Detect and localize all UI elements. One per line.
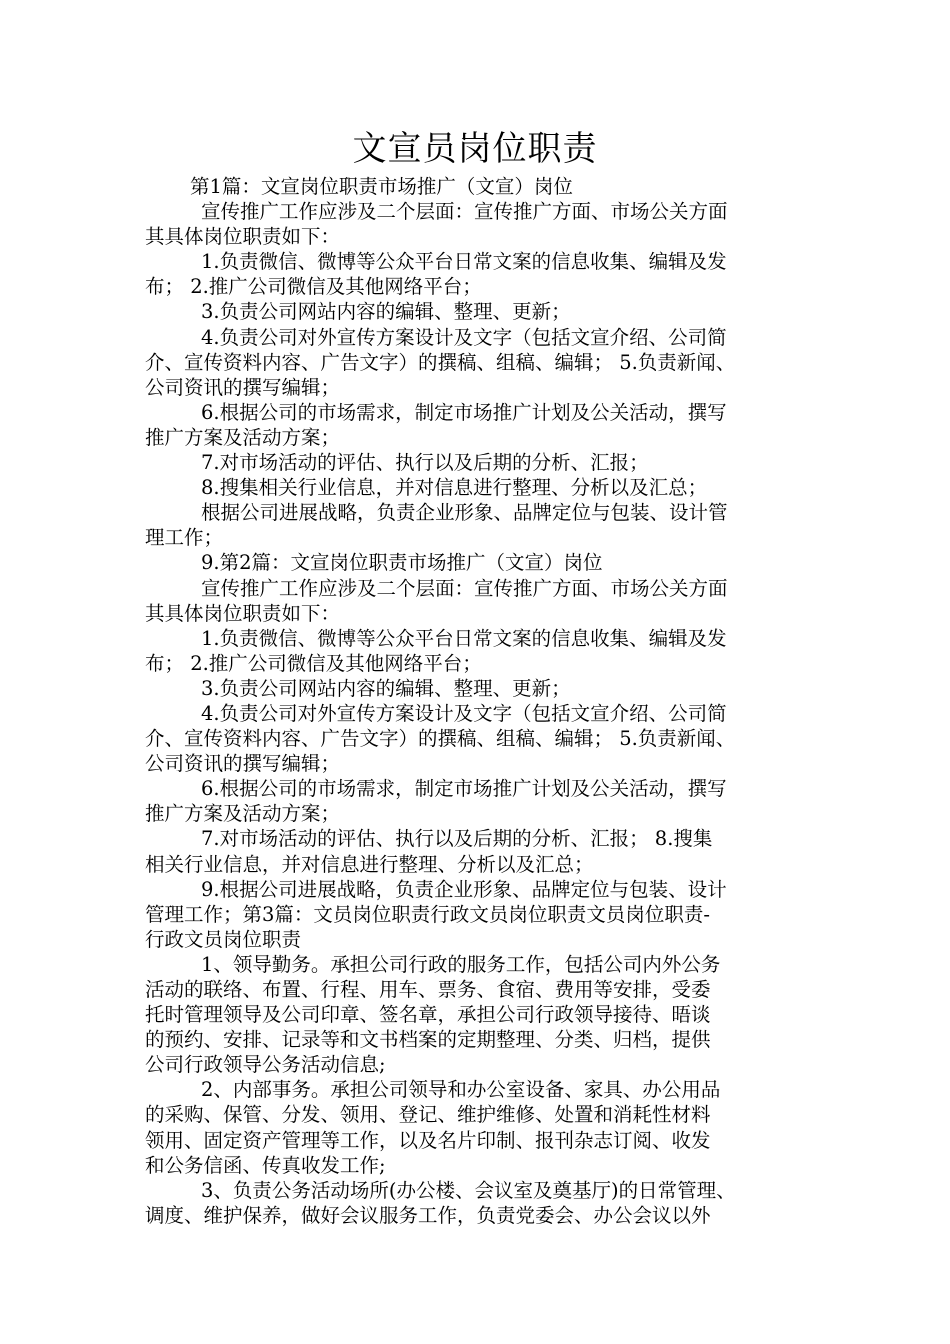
body-line: 宣传推广工作应涉及二个层面：宣传推广方面、市场公关方面	[201, 200, 728, 224]
body-line: 其具体岗位职责如下：	[145, 225, 341, 249]
body-line: 6.根据公司的市场需求，制定市场推广计划及公关活动，撰写	[201, 777, 727, 801]
body-line: 的预约、安排、记录等和文书档案的定期整理、分类、归档，提供	[145, 1028, 711, 1052]
body-line: 7.对市场活动的评估、执行以及后期的分析、汇报； 8.搜集	[201, 827, 713, 851]
document-body	[145, 174, 825, 1228]
body-line: 4.负责公司对外宣传方案设计及文字（包括文宣介绍、公司简	[201, 701, 727, 725]
body-line: 公司行政领导公务活动信息;	[145, 1053, 386, 1077]
body-line: 活动的联络、布置、行程、用车、票务、食宿、费用等安排，受委	[145, 978, 711, 1001]
body-line: 调度、维护保养，做好会议服务工作，负责党委会、办公会议以外	[145, 1203, 711, 1227]
body-line: 9.第2篇：文宣岗位职责市场推广（文宣）岗位	[201, 551, 603, 575]
body-line: 其具体岗位职责如下：	[145, 601, 341, 625]
body-line: 公司资讯的撰写编辑；	[145, 752, 341, 776]
body-line: 3.负责公司网站内容的编辑、整理、更新；	[201, 300, 571, 324]
body-line: 理工作；	[145, 526, 224, 550]
body-line: 9.根据公司进展战略，负责企业形象、品牌定位与包装、设计	[201, 877, 727, 901]
body-line: 1.负责微信、微博等公众平台日常文案的信息收集、编辑及发	[201, 250, 727, 274]
body-line: 的采购、保管、分发、领用、登记、维护维修、处置和消耗性材料	[145, 1103, 711, 1127]
body-line: 3.负责公司网站内容的编辑、整理、更新；	[201, 676, 571, 700]
body-line: 管理工作；第3篇：文员岗位职责行政文员岗位职责文员岗位职责-	[145, 902, 710, 926]
body-line: 推广方案及活动方案；	[145, 425, 341, 449]
body-line: 领用、固定资产管理等工作，以及名片印制、报刊杂志订阅、收发	[145, 1128, 711, 1152]
body-line: 7.对市场活动的评估、执行以及后期的分析、汇报；	[201, 451, 649, 475]
body-line: 第1篇：文宣岗位职责市场推广（文宣）岗位	[190, 175, 573, 198]
body-line: 根据公司进展战略，负责企业形象、品牌定位与包装、设计管	[201, 501, 728, 525]
body-line: 行政文员岗位职责	[145, 927, 302, 951]
body-line: 3、负责公务活动场所(办公楼、会议室及奠基厅)的日常管理、	[201, 1178, 736, 1202]
body-line: 介、宣传资料内容、广告文字）的撰稿、组稿、编辑； 5.负责新闻、	[145, 727, 736, 751]
body-line: 推广方案及活动方案；	[145, 802, 341, 826]
body-line: 托时管理领导及公司印章、签名章，承担公司行政领导接待、晤谈	[145, 1003, 711, 1027]
body-line: 和公务信函、传真收发工作;	[145, 1153, 386, 1177]
body-line: 6.根据公司的市场需求，制定市场推广计划及公关活动，撰写	[201, 400, 727, 424]
body-line: 宣传推广工作应涉及二个层面：宣传推广方面、市场公关方面	[201, 576, 728, 600]
body-line: 1.负责微信、微博等公众平台日常文案的信息收集、编辑及发	[201, 626, 727, 650]
body-line: 布； 2.推广公司微信及其他网络平台；	[145, 651, 482, 675]
body-line: 公司资讯的撰写编辑；	[145, 375, 341, 399]
body-line: 介、宣传资料内容、广告文字）的撰稿、组稿、编辑； 5.负责新闻、	[145, 350, 736, 374]
document-title: 文宣员岗位职责	[352, 129, 598, 169]
body-line: 4.负责公司对外宣传方案设计及文字（包括文宣介绍、公司简	[201, 325, 727, 349]
body-line: 1、领导勤务。承担公司行政的服务工作，包括公司内外公务	[201, 952, 721, 976]
body-line: 8.搜集相关行业信息，并对信息进行整理、分析以及汇总；	[201, 476, 708, 500]
body-line: 布； 2.推广公司微信及其他网络平台；	[145, 275, 482, 299]
body-line: 2、内部事务。承担公司领导和办公室设备、家具、办公用品	[201, 1078, 721, 1102]
body-line: 相关行业信息，并对信息进行整理、分析以及汇总；	[145, 852, 594, 876]
